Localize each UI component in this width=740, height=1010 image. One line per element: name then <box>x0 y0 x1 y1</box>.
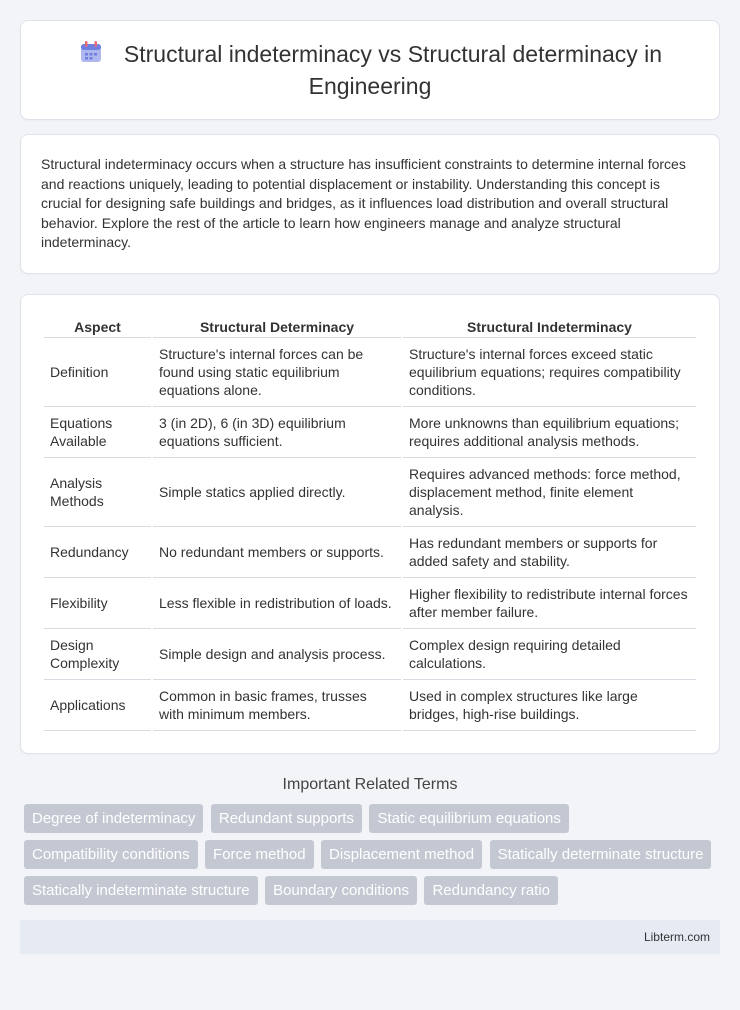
related-term-tag[interactable]: Redundancy ratio <box>424 876 558 905</box>
cell-indeterminacy: Structure's internal forces exceed static equilibrium equations; requires compatibility conditions. <box>403 338 696 407</box>
related-term-tag[interactable]: Redundant supports <box>211 804 362 833</box>
cell-aspect: Applications <box>44 680 151 731</box>
cell-indeterminacy: Used in complex structures like large bridges, high-rise buildings. <box>403 680 696 731</box>
cell-determinacy: Common in basic frames, trusses with minimum members. <box>153 680 401 731</box>
table-row <box>44 578 696 629</box>
footer <box>20 920 720 954</box>
table-row <box>44 458 696 527</box>
cell-determinacy: Simple statics applied directly. <box>153 458 401 527</box>
table-row <box>44 338 696 407</box>
related-term-tag[interactable]: Compatibility conditions <box>24 840 198 869</box>
cell-aspect: Design Complexity <box>44 629 151 680</box>
related-term-tag[interactable]: Displacement method <box>321 840 482 869</box>
cell-indeterminacy: More unknowns than equilibrium equations; requires additional analysis methods. <box>403 407 696 458</box>
intro-card <box>20 134 720 274</box>
cell-aspect: Analysis Methods <box>44 458 151 527</box>
cell-indeterminacy: Has redundant members or supports for added safety and stability. <box>403 527 696 578</box>
related-terms-list <box>20 804 720 912</box>
title-card <box>20 20 720 120</box>
related-terms-heading: Important Related Terms <box>282 775 458 793</box>
related-term-tag[interactable]: Statically indeterminate structure <box>24 876 258 905</box>
cell-aspect: Equations Available <box>44 407 151 458</box>
comparison-table <box>42 315 698 731</box>
cell-indeterminacy: Complex design requiring detailed calculations. <box>403 629 696 680</box>
cell-aspect: Definition <box>44 338 151 407</box>
cell-determinacy: Simple design and analysis process. <box>153 629 401 680</box>
related-term-tag[interactable]: Static equilibrium equations <box>369 804 568 833</box>
cell-determinacy: Less flexible in redistribution of loads. <box>153 578 401 629</box>
cell-determinacy: 3 (in 2D), 6 (in 3D) equilibrium equations sufficient. <box>153 407 401 458</box>
related-term-tag[interactable]: Statically determinate structure <box>490 840 712 869</box>
cell-aspect: Redundancy <box>44 527 151 578</box>
table-row <box>44 629 696 680</box>
header-indeterminacy: Structural Indeterminacy <box>403 315 696 338</box>
cell-indeterminacy: Higher flexibility to redistribute internal forces after member failure. <box>403 578 696 629</box>
header-determinacy: Structural Determinacy <box>153 315 401 338</box>
cell-indeterminacy: Requires advanced methods: force method, displacement method, finite element analysis. <box>403 458 696 527</box>
related-term-tag[interactable]: Boundary conditions <box>265 876 417 905</box>
page-title-text: Structural indeterminacy vs Structural determinacy in Engineering <box>123 41 663 99</box>
table-row <box>44 680 696 731</box>
cell-aspect: Flexibility <box>44 578 151 629</box>
cell-determinacy: Structure's internal forces can be found using static equilibrium equations alone. <box>153 338 401 407</box>
table-row <box>44 527 696 578</box>
table-header-row <box>44 315 696 338</box>
header-aspect: Aspect <box>44 315 151 338</box>
comparison-card <box>20 294 720 754</box>
calendar-icon <box>78 39 104 72</box>
related-term-tag[interactable]: Degree of indeterminacy <box>24 804 203 833</box>
page-title <box>61 39 679 101</box>
cell-determinacy: No redundant members or supports. <box>153 527 401 578</box>
table-row <box>44 407 696 458</box>
footer-site-link[interactable]: Libterm.com <box>643 929 710 944</box>
related-term-tag[interactable]: Force method <box>205 840 314 869</box>
intro-text: Structural indeterminacy occurs when a structure has insufficient constraints to determine internal forces and reactions uniquely, leading to potential displacement or instability. Understanding this concept is crucial for designing safe buildings and bridges, as it influences load distribution and overall structural behavior. Explore the rest of the article to learn how engineers manage and analyze structural indeterminacy. <box>41 156 686 251</box>
